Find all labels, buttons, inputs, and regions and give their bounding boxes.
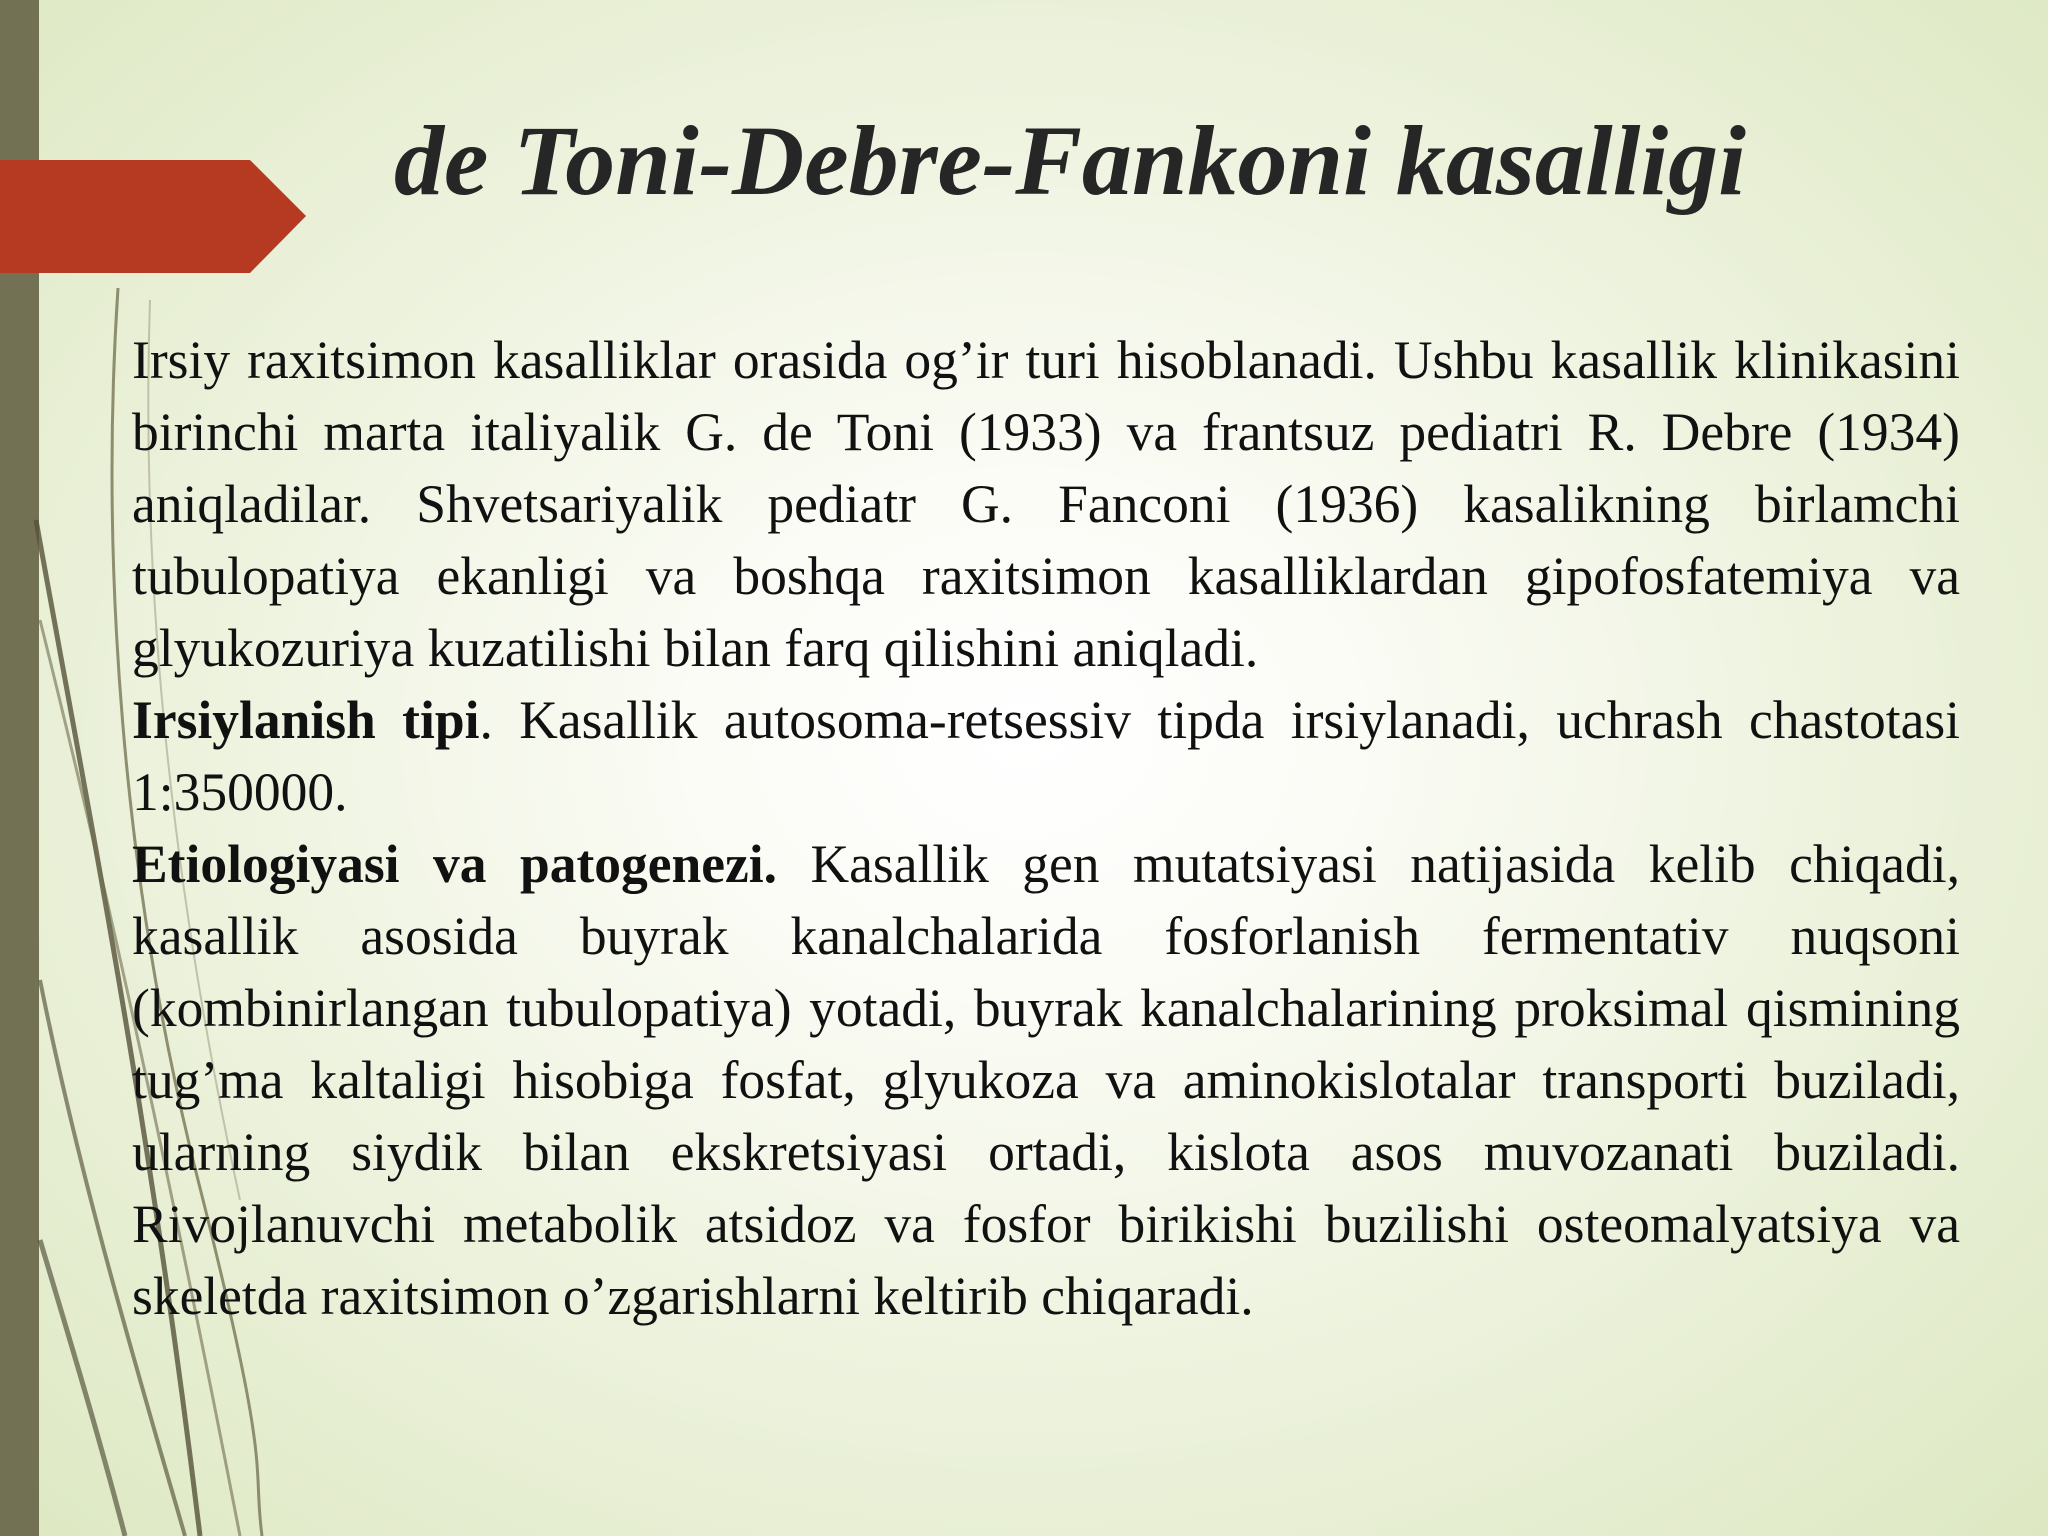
title-arrow-tab (0, 160, 306, 273)
paragraph-intro-text: Irsiy raxitsimon kasalliklar orasida og’ir turi hisoblanadi. Ushbu kasallik klinikasini birinchi marta italiyalik G. de Toni (1933) va frantsuz pediatri R. Debre (1934) aniqladilar. Shvetsariyalik pediatr G. Fanconi (1936) kasalikning birlamchi tubulopatiya ekanligi va boshqa raxitsimon kasalliklardan gipofosfatemiya va glyukozuriya kuzatilishi bilan farq qilishini aniqladi. (132, 330, 1960, 678)
paragraph-inheritance-lead: Irsiylanish tipi (132, 690, 480, 750)
paragraph-intro (132, 324, 1960, 684)
paragraph-inheritance (132, 684, 1960, 828)
slide-title: de Toni-Debre-Fankoni kasalligi (394, 105, 1746, 216)
paragraph-etiology-text: Kasallik gen mutatsiyasi natijasida kelib chiqadi, kasallik asosida buyrak kanalchalarida fosforlanish fermentativ nuqsoni (kombinirlangan tubulopatiya) yotadi, buyrak kanalchalarining proksimal qismining tug’ma kaltaligi hisobiga fosfat, glyukoza va aminokislotalar transporti buziladi, ularning siydik bilan ekskretsiyasi ortadi, kislota asos muvozanati buziladi. Rivojlanuvchi metabolik atsidoz va fosfor birikishi buzilishi osteomalyatsiya va skeletda raxitsimon o’zgarishlarni keltirib chiqaradi. (132, 834, 1960, 1326)
paragraph-inheritance-text: . Kasallik autosoma-retsessiv tipda irsiylanadi, uchrash chastotasi 1:350000. (132, 690, 1961, 822)
paragraph-etiology (132, 828, 1960, 1332)
paragraph-etiology-lead: Etiologiyasi va patogenezi. (132, 834, 778, 894)
slide-body (132, 324, 1960, 1332)
